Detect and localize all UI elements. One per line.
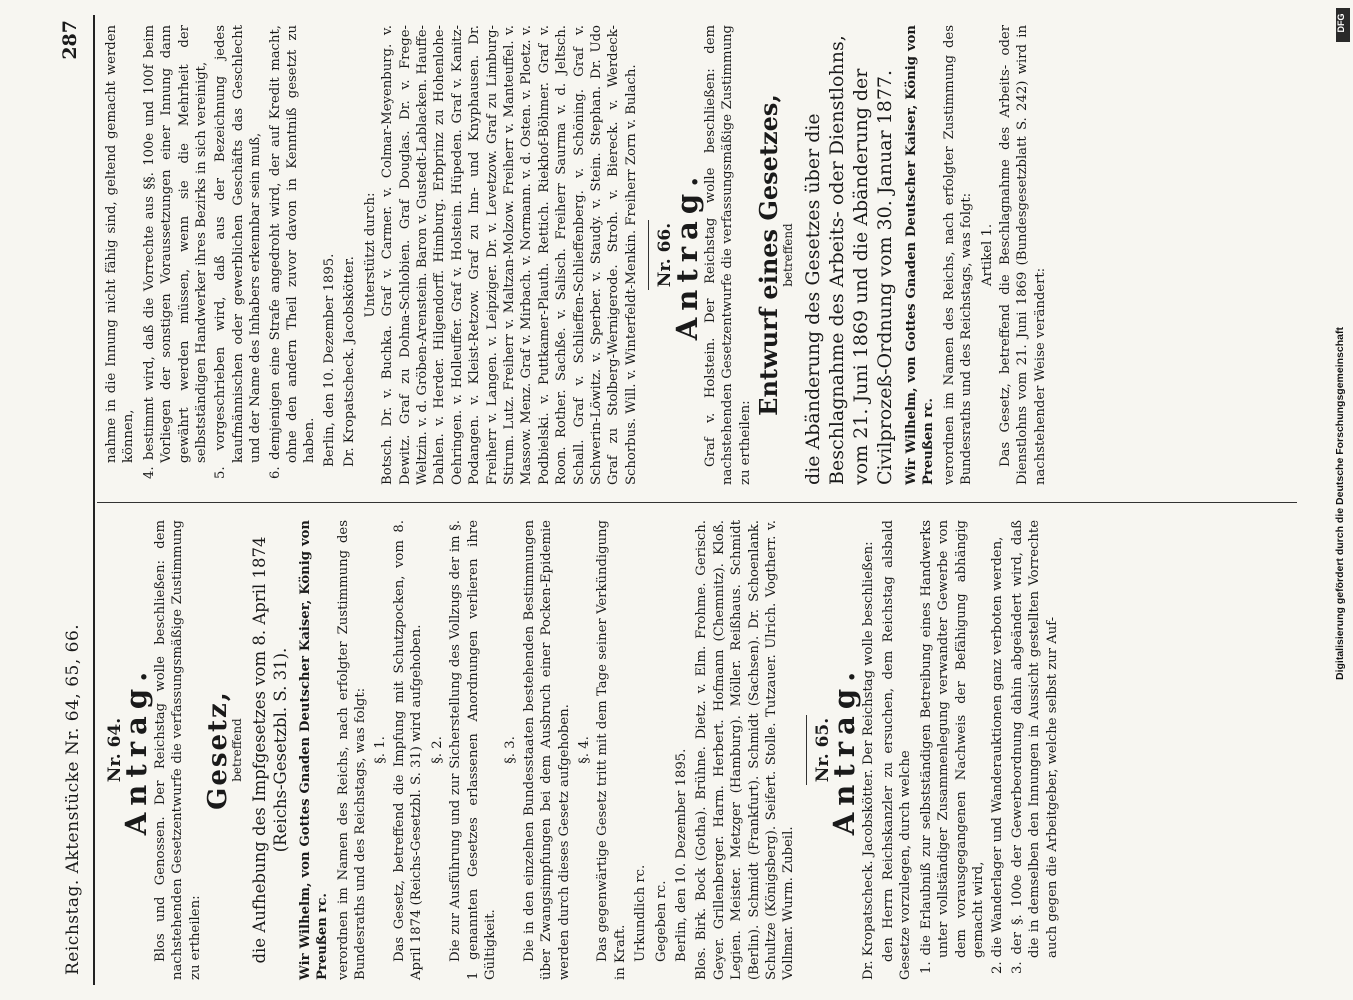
page-number: 287 <box>59 20 81 60</box>
section-2-text: Die zur Ausführung und zur Sicherstellung des Vollzugs der im §. 1 genannten Gesetzes erlassenen Anordnungen verlieren ihre Gültigkeit. <box>448 520 498 980</box>
running-header <box>55 15 95 985</box>
list-item-6: 6. demjenigen eine Strafe angedroht wird, der auf Kredit macht, ohne den andern Theil zuvor davon in Kenntniß gesetzt zu haben. <box>267 25 318 479</box>
list-item-2: 2. die Wanderlager und Wanderauktionen ganz verboten werden, <box>990 536 1006 974</box>
supported-by: Unterstützt durch: <box>362 192 378 318</box>
enacting-formula-64: Wir Wilhelm, von Gottes Gnaden Deutscher Kaiser, König von Preußen rc. <box>297 520 331 980</box>
law-title-64: die Aufhebung des Impfgesetzes vom 8. April 1874 (Reichs-Gesetzbl. S. 31). <box>249 536 290 964</box>
intro-65: Dr. Kropatscheck. Jacobskötter. Der Reichstag wolle beschließen: <box>860 541 876 980</box>
header-rule <box>93 15 95 985</box>
article-1-text: Das Gesetz, betreffend die Beschlagnahme des Arbeits- oder Dienstlohns vom 21. Juni 1869 (Bundesgesetzblatt S. 242) wird in nachstehender Weise verändert: <box>998 25 1048 485</box>
list-item-4: 4. bestimmt wird, daß die Vorrechte aus §§. 100e und 100f beim Vorliegen der sonstigen Voraussetzungen einer Innung dann gewährt werden müssen, wenn sie die Mehrheit der selbstständigen Handwerker ihres Bezirks in sich vereinigt, <box>141 25 210 479</box>
digitization-note <box>1334 120 1350 680</box>
list-item-5: 5. vorgeschrieben wird, daß aus der Bezeichnung jedes kaufmännischen oder gewerblichen Geschäfts das Geschlecht und der Name des Inhabers erkennbar sein muß, <box>213 25 264 479</box>
digitization-note-text: Digitalisierung gefördert durch die Deutsche Forschungsgemeinschaft <box>1334 327 1346 680</box>
signatories-65: Botsch. Dr. v. Buchka. Graf v. Carmer. v. Colmar-Meyenburg. v. Dewitz. Graf zu Dohna-Schlobien. Graf Douglas. Dr. v. Frege-Weltzin. v. d. Gröben-Arenstein. Baron v. Gustedt-Lablacken. Hauffe-Dahlen. v. Herder. Hilgendorff. Himburg. Erbprinz zu Hohenlohe-Oehringen. v. Holleuffer. Graf v. Holstein. Hüpeden. Graf v. Kanitz-Podangen. v. Kleist-Retzow. Graf zu Inn- und Knyphausen. Dr. Freiherr v. Langen. v. Leipziger. Dr. v. Levetzow. Graf zu Limburg-Stirum. Lutz. Freiherr v. Maltzan-Molzow. Freiherr v. Manteuffel. v. Massow. Menz. Graf v. Mirbach. v. Normann. v. d. Osten. v. Ploetz. v. Podbielski. v. Puttkamer-Plauth. Rettich. Riekhof-Böhmer. Graf v. Roon. Rother. Sachße. v. Salisch. Freiherr Saurma v. d. Jeltsch. Schall. Graf v. Schlieffen-Schlieffenberg. v. Schöning. Graf v. Schwerin-Löwitz. v. Sperber. v. Staudy. v. Stein. Stephan. Dr. Udo Graf zu Stolberg-Wernigerode. Stroh. v. Biereck. v. Werdeck-Schorbus. Will. v. Winterfeldt-Menkin. Freiherr Zorn v. Bulach. <box>380 25 639 485</box>
date-65: Berlin, den 10. Dezember 1895. <box>321 253 337 467</box>
entwurf-heading: Entwurf eines Gesetzes, <box>754 94 784 416</box>
section-2-heading: §. 2. <box>429 736 445 764</box>
page-area <box>55 15 1305 985</box>
list-item-1: 1. die Erlaubniß zur selbstständigen Betreibung eines Handwerks unter vollständiger Zusammenlegung verwandter Gewerbe von dem vorausgegangenen Nachweis der Befähigung abhängig gemacht wird, <box>918 520 987 974</box>
urkundlich: Urkundlich rc. <box>633 864 649 962</box>
law-title-66: die Abänderung des Gesetzes über die Beschlagnahme des Arbeits- oder Dienstlohns, vom 21. Juni 1869 und die Abänderung der Civilprozeß-Ordnung vom 30. Januar 1877. <box>802 35 897 485</box>
antrag-heading-65: Antrag. <box>827 664 862 836</box>
list-item-3-continued: nahme in die Innung nicht fähig sind, geltend gemacht werden können, <box>104 25 137 463</box>
ordaining-clause-64: verordnen im Namen des Reichs, nach erfolgter Zustimmung des Bundesraths und des Reichstags, was folgt: <box>335 520 369 980</box>
intro-66: Graf v. Holstein. Der Reichstag wolle beschließen: dem nachstehenden Gesetzentwurfe die verfassungsmäßige Zustimmung zu ertheilen: <box>703 25 753 485</box>
column-divider <box>97 502 1297 503</box>
enacting-formula-66: Wir Wilhelm, von Gottes Gnaden Deutscher Kaiser, König von Preußen rc. <box>904 25 937 485</box>
date-64: Berlin, den 10. Dezember 1895. <box>673 748 689 962</box>
article-1-heading: Artikel 1. <box>979 223 995 287</box>
document-number-65: Nr. 65. <box>812 717 833 783</box>
header-title: Reichstag. Aktenstücke Nr. 64, 65, 66. <box>63 623 83 975</box>
document-number-66: Nr. 66. <box>655 222 676 288</box>
section-4-text: Das gegenwärtige Gesetz tritt mit dem Tage seiner Verkündigung in Kraft. <box>595 520 628 980</box>
betreffend-66: betreffend <box>780 223 795 287</box>
gesetz-heading: Gesetz, <box>203 690 234 810</box>
section-3-text: Die in den einzelnen Bundesstaaten bestehenden Bestimmungen über Zwangsimpfungen bei dem Ausbruch einer Pocken-Epidemie werden durch dieses Gesetz aufgehoben. <box>521 520 572 980</box>
intro-64: Blos und Genossen. Der Reichstag wolle beschließen: dem nachstehenden Gesetzentwurfe die verfassungsmäßige Zustimmung zu ertheilen: <box>152 520 203 980</box>
betreffend-64: betreffend <box>230 718 245 782</box>
section-1-heading: §. 1. <box>373 736 389 764</box>
signatories-65-main: Dr. Kropatscheck. Jacobskötter. <box>342 256 358 467</box>
separator <box>648 220 649 290</box>
gegeben: Gegeben rc. <box>653 880 669 962</box>
left-column <box>103 520 1303 980</box>
ordaining-clause-66: verordnen im Namen des Reichs, nach erfolgter Zustimmung des Bundesraths und des Reichstags, was folgt: <box>941 25 975 485</box>
right-column <box>103 25 1303 485</box>
list-item-3: 3. der §. 100e der Gewerbeordnung dahin abgeändert wird, daß die in demselben den Innungen in Aussicht gestellten Vorrechte auch gegen die Arbeitgeber, welche selbst zur Auf- <box>1009 520 1060 974</box>
separator <box>806 715 807 785</box>
intro-65-request: den Herrn Reichskanzler zu ersuchen, dem Reichstag alsbald Gesetze vorzulegen, durch welche <box>881 520 914 980</box>
section-3-heading: §. 3. <box>503 736 519 764</box>
antrag-heading-66: Antrag. <box>669 169 704 341</box>
document-number-64: Nr. 64. <box>105 717 125 783</box>
section-4-heading: §. 4. <box>576 736 592 764</box>
antrag-heading-64: Antrag. <box>119 664 154 836</box>
dfg-logo: DFG <box>1336 8 1350 42</box>
signatories-64: Blos. Birk. Bock (Gotha). Brühne. Dietz. v. Elm. Frohme. Gerisch. Geyer. Grillenberger. Harm. Herbert. Hofmann (Chemnitz). Kloß. Legien. Meister. Metzger (Hamburg). Möller. Reißhaus. Schmidt (Berlin). Schmidt (Frankfurt). Schmidt (Sachsen). Dr. Schoenlank. Schultze (Königsberg). Seifert. Stolle. Tutzauer. Ulrich. Vogtherr. v. Vollmar. Wurm. Zubeil. <box>694 520 797 980</box>
section-1-text: Das Gesetz, betreffend die Impfung mit Schutzpocken, vom 8. April 1874 (Reichs-Gesetzbl. S. 31) wird aufgehoben. <box>391 520 425 980</box>
rotated-page-content <box>55 15 1305 985</box>
